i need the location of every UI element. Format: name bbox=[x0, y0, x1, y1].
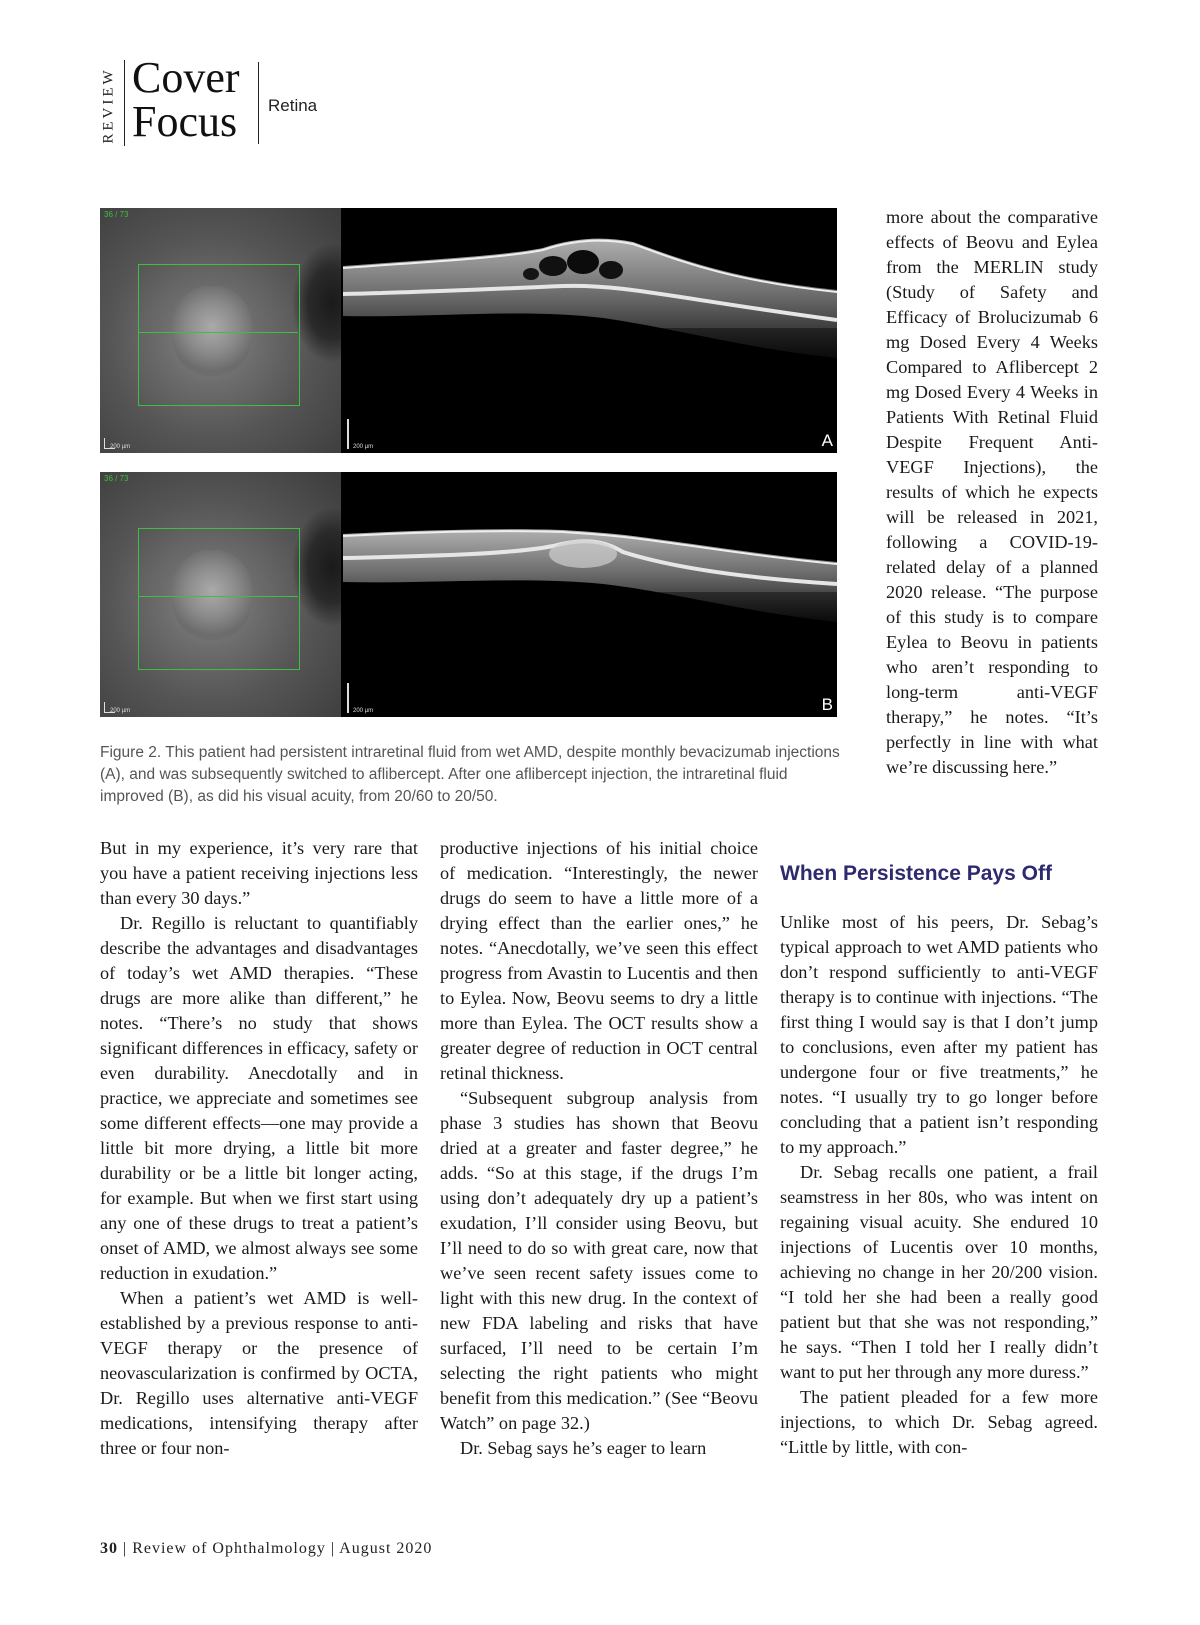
scan-line bbox=[138, 332, 298, 333]
divider bbox=[124, 60, 125, 146]
page-number: 30 bbox=[100, 1540, 118, 1557]
paragraph: When a patient’s wet AMD is well-established by a previous response to anti-VEGF therapy or the presence of neovascularization is confirmed by OCTA, Dr. Regillo uses alternative anti-VEGF medications, intensifying therapy after three or four non- bbox=[100, 1288, 418, 1458]
frame-tag: 36 / 73 bbox=[104, 474, 129, 483]
page-footer bbox=[100, 1540, 432, 1558]
text-column-2 bbox=[440, 836, 758, 1461]
paragraph: productive injections of his initial choice of medication. “Interestingly, the newer drugs do seem to have a little more of a drying effect than the earlier ones,” he notes. “Anecdotally, we’ve seen this effect progress from Avastin to Lucentis and then to Eylea. Now, Beovu seems to dry a little more than Eylea. The OCT results show a greater degree of reduction in OCT central retinal thickness. bbox=[440, 838, 758, 1083]
scale-label: 200 µm bbox=[353, 708, 374, 714]
scan-region-box bbox=[138, 264, 300, 406]
scale-label: 200 µm bbox=[353, 444, 374, 450]
subheading: When Persistence Pays Off bbox=[780, 862, 1052, 885]
section-label: Retina bbox=[268, 96, 318, 115]
text-column-right-top bbox=[886, 205, 1098, 780]
paragraph: But in my experience, it’s very rare that you have a patient receiving injections less than every 30 days.” bbox=[100, 838, 418, 908]
panel-letter-a: A bbox=[821, 431, 833, 450]
scan-line bbox=[138, 596, 298, 597]
paragraph: more about the comparative effects of Beovu and Eylea from the MERLIN study (Study of Safety and Efficacy of Brolucizumab 6 mg Dosed Every 4 Weeks Compared to Aflibercept 2 mg Dosed Every 4 Weeks in Patients With Retinal Fluid Despite Frequent Anti-VEGF Injections), the results of which he expects will be released in 2021, following a COVID-19-related delay of a planned 2020 release. “The purpose of this study is to compare Eylea to Beovu in patients who aren’t responding to long-term anti-VEGF therapy,” he notes. “It’s perfectly in line with what we’re discussing here.” bbox=[886, 207, 1098, 777]
figure-panel-b bbox=[100, 472, 837, 717]
paragraph: Dr. Regillo is reluctant to quantifiably describe the advantages and disadvantages of today’s wet AMD therapies. “These drugs are more alike than different,” he notes. “There’s no study that shows significant differences in efficacy, safety or even durability. Anecdotally and in practice, we appreciate and sometimes see some different effects—one may provide a little bit more drying, a little bit more durability or be a little bit longer acting, for example. But when we first start using any one of these drugs to treat a patient’s onset of AMD, we almost always see some reduction in exudation.” bbox=[100, 913, 418, 1283]
scale-label: 200 µm bbox=[110, 708, 131, 714]
oct-scan bbox=[343, 208, 837, 453]
divider bbox=[258, 62, 259, 144]
paragraph: Unlike most of his peers, Dr. Sebag’s typical approach to wet AMD patients who don’t respond sufficiently to anti-VEGF therapy is to continue with injections. “The first thing I would say is that I don’t jump to conclusions, even after my patient has undergone four or five treatments,” he notes. “I usually try to go longer before concluding that a patient isn’t responding to my approach.” bbox=[780, 912, 1098, 1157]
scale-bar bbox=[347, 683, 349, 713]
publication-info: | Review of Ophthalmology | August 2020 bbox=[123, 1540, 433, 1557]
review-label: REVIEW bbox=[100, 66, 117, 144]
scan-region-box bbox=[138, 528, 300, 670]
paragraph: Dr. Sebag recalls one patient, a frail seamstress in her 80s, who was intent on regaining visual acuity. She endured 10 injections of Lucentis over 10 months, achieving no change in her 20/200 vision. “I told her she had been a really good patient but that she was not responding,” he says. “Then I told her I really didn’t want to put her through any more duress.” bbox=[780, 1162, 1098, 1382]
fundus-image bbox=[100, 208, 341, 453]
scale-bar bbox=[347, 419, 349, 449]
frame-tag: 36 / 73 bbox=[104, 210, 129, 219]
text-column-3 bbox=[780, 910, 1098, 1460]
text-column-1 bbox=[100, 836, 418, 1461]
figure-panel-a bbox=[100, 208, 837, 453]
panel-letter-b: B bbox=[821, 695, 833, 714]
fundus-image bbox=[100, 472, 341, 717]
paragraph: “Subsequent subgroup analysis from phase 3 studies has shown that Beovu dried at a greater and faster degree,” he adds. “So at this stage, if the drugs I’m using don’t adequately dry up a patient’s exudation, I’ll consider using Beovu, but I’ll need to do so with great care, now that we’ve seen recent safety issues come to light with this new drug. In the context of new FDA labeling and risks that have surfaced, I’ll need to be certain I’m selecting the right patients who might benefit from this medication.” (See “Beovu Watch” on page 32.) bbox=[440, 1088, 758, 1433]
oct-scan bbox=[343, 472, 837, 717]
paragraph: The patient pleaded for a few more injections, to which Dr. Sebag agreed. “Little by little, with con- bbox=[780, 1387, 1098, 1457]
figure-caption: Figure 2. This patient had persistent intraretinal fluid from wet AMD, despite monthly bevacizumab injections (A), and was subsequently switched to aflibercept. After one aflibercept injection, the intraretinal fluid improved (B), as did his visual acuity, from 20/60 to 20/50. bbox=[100, 744, 840, 805]
scale-label: 200 µm bbox=[110, 444, 131, 450]
paragraph: Dr. Sebag says he’s eager to learn bbox=[460, 1438, 707, 1458]
department-title: Cover Focus bbox=[132, 53, 240, 146]
